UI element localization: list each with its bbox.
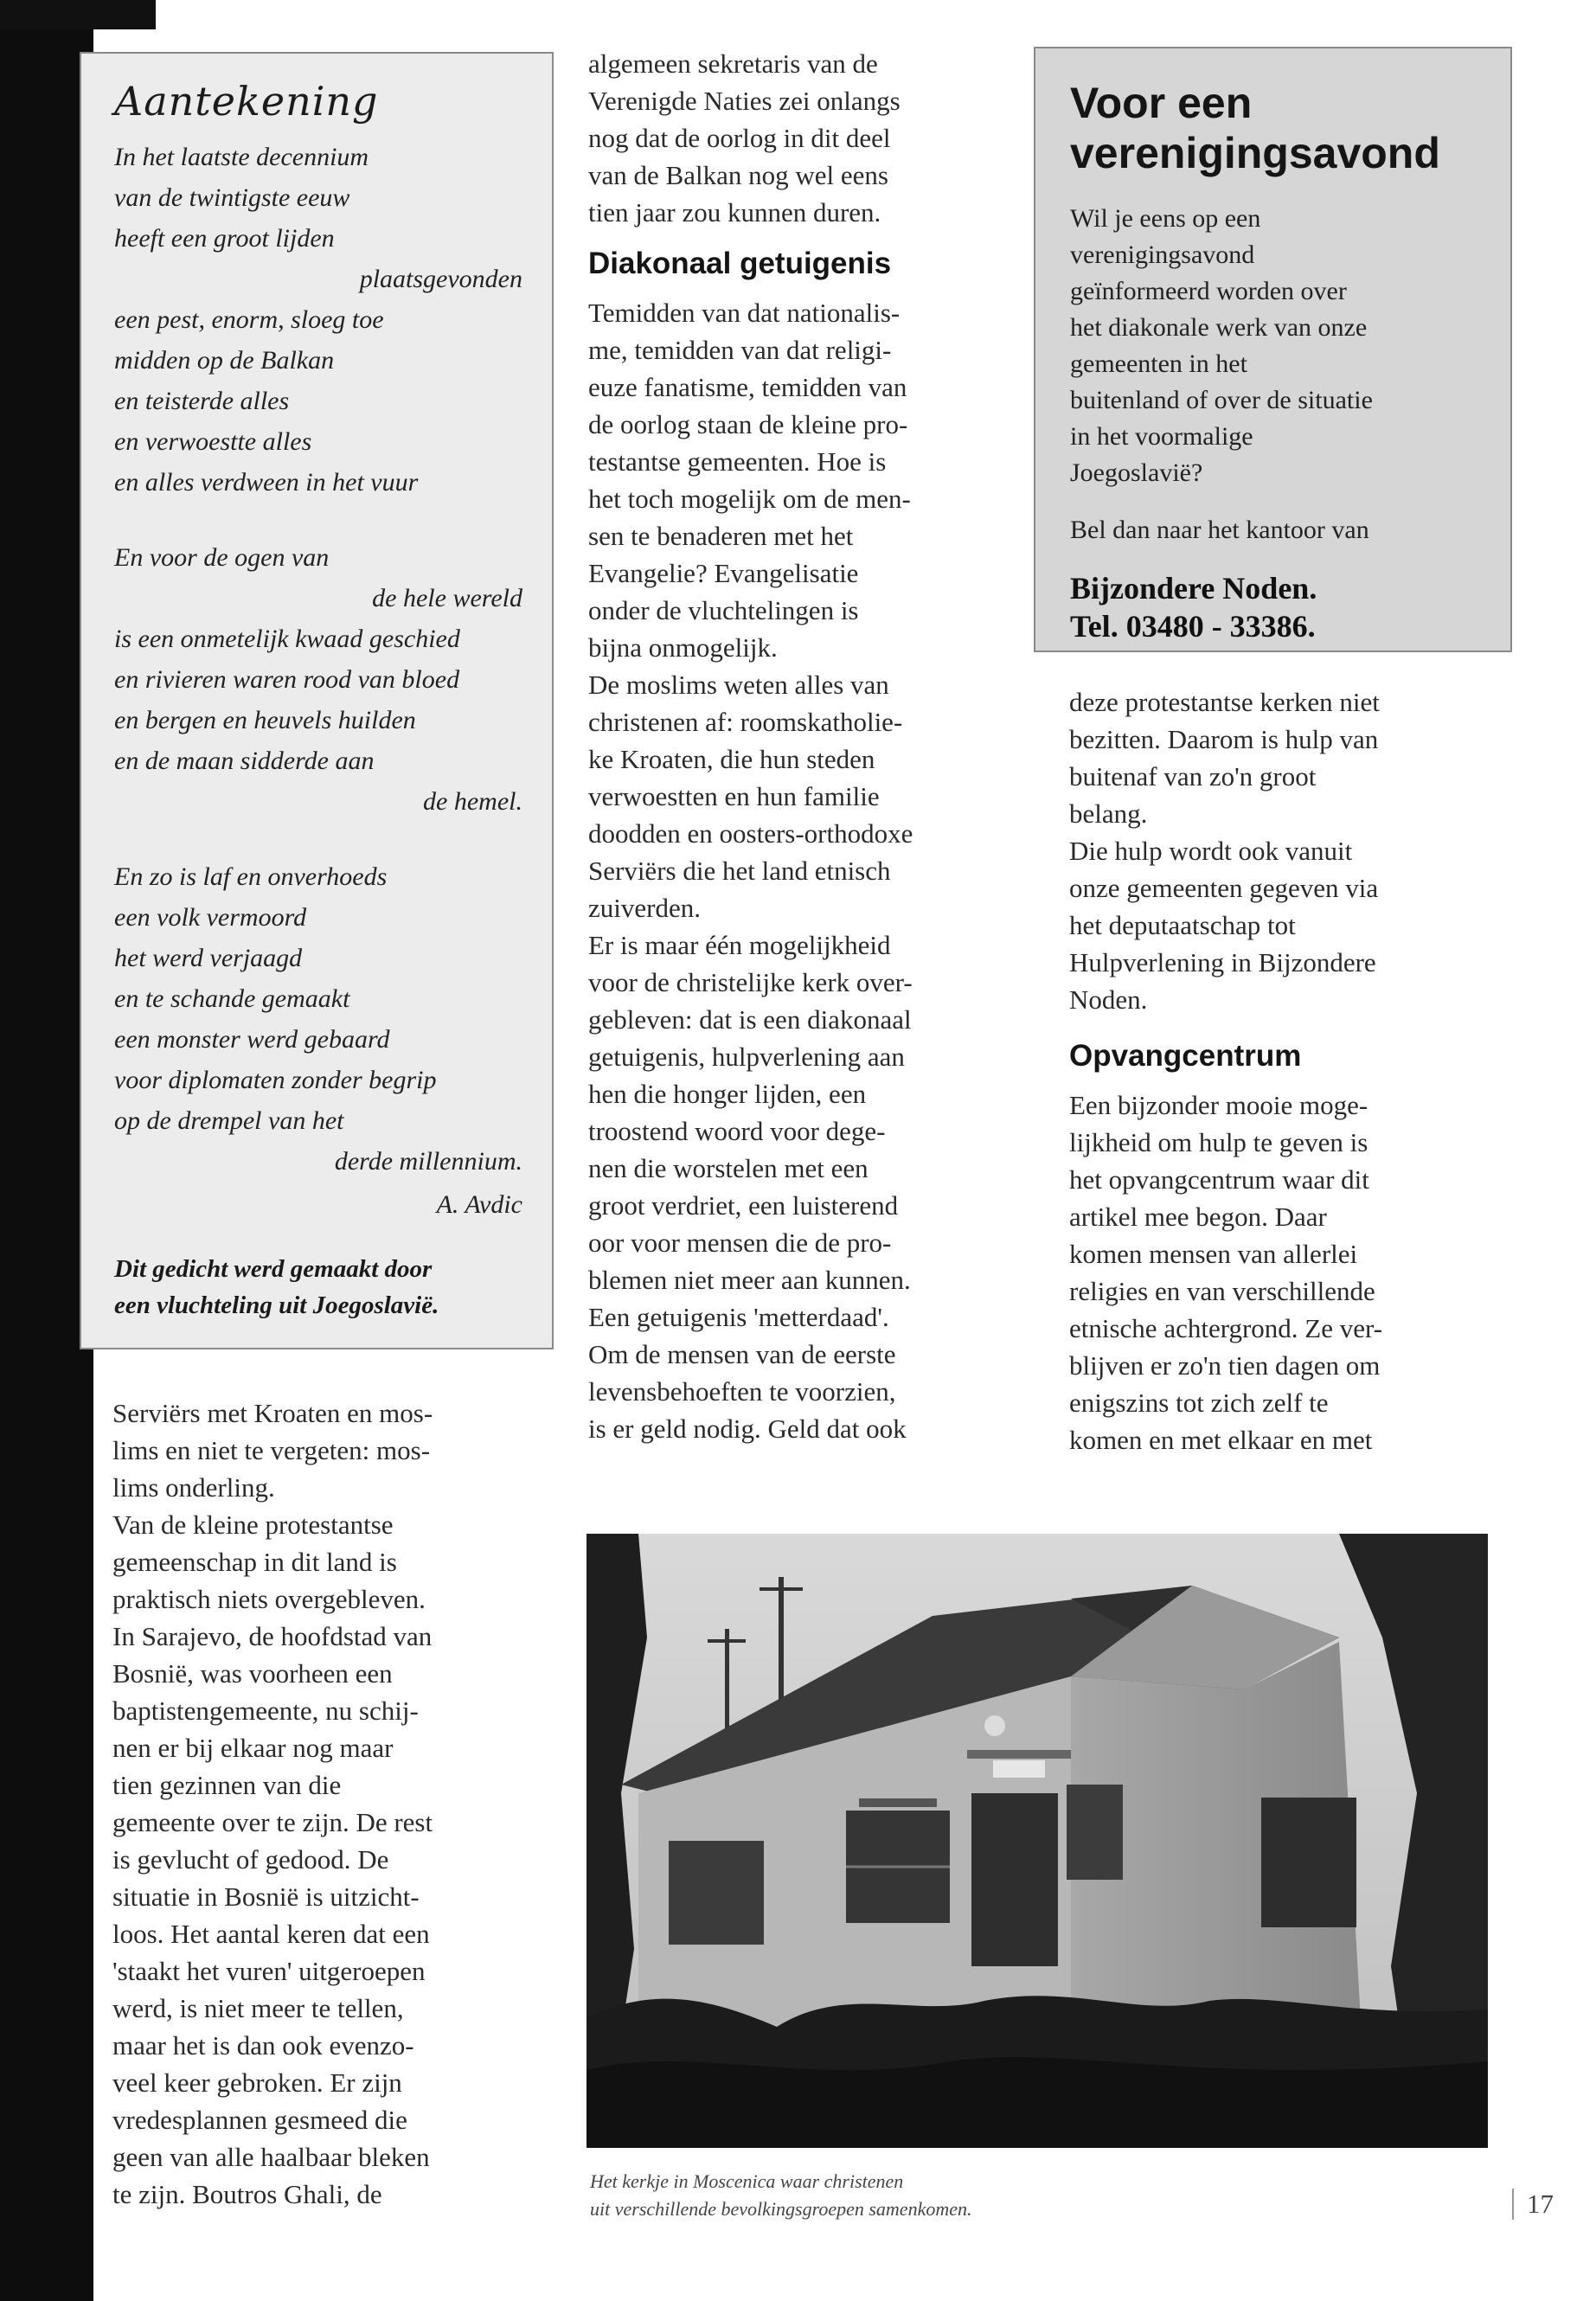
poem-title: Aantekening	[114, 78, 379, 125]
poem-note-line: Dit gedicht werd gemaakt door	[114, 1255, 433, 1283]
article-text-line: tien gezinnen van die	[112, 1770, 342, 1800]
article-text-line: komen en met elkaar en met	[1069, 1425, 1373, 1455]
info-text-line: Wil je eens op een	[1070, 204, 1261, 233]
poem-line: derde millennium.	[334, 1147, 522, 1176]
article-text-line: oor voor mensen die de pro-	[588, 1227, 892, 1258]
poem-line: heeft een groot lijden	[114, 224, 335, 253]
article-text-line: testantse gemeenten. Hoe is	[588, 446, 887, 477]
info-title	[1070, 78, 1479, 178]
subhead-opvangcentrum: Opvangcentrum	[1069, 1039, 1302, 1073]
article-text-line: van de Balkan nog wel eens	[588, 160, 888, 190]
article-text-line: het toch mogelijk om de men-	[588, 484, 911, 514]
photo-caption	[590, 2168, 972, 2223]
info-org: Bijzondere Noden.	[1070, 571, 1317, 606]
article-text-line: bezitten. Daarom is hulp van	[1069, 724, 1379, 754]
article-text-line: Een bijzonder mooie moge-	[1069, 1090, 1368, 1120]
info-text	[1070, 201, 1479, 491]
article-text-line: Temidden van dat nationalis-	[588, 298, 901, 328]
article-text-line: troostend woord voor dege-	[588, 1116, 886, 1146]
poem-line: is een onmetelijk kwaad geschied	[114, 625, 460, 653]
article-text-line: algemeen sekretaris van de	[588, 48, 878, 79]
poem-line: en de maan sidderde aan	[114, 747, 375, 775]
page-number: 17	[1527, 2189, 1554, 2219]
article-text-line: gebleven: dat is een diakonaal	[588, 1004, 912, 1035]
article-text-line: gemeenschap in dit land is	[112, 1547, 397, 1577]
poem-note-line: een vluchteling uit Joegoslavië.	[114, 1292, 439, 1319]
article-text-line: euze fanatisme, temidden van	[588, 372, 907, 402]
article-text-line: Hulpverlening in Bijzondere	[1069, 947, 1376, 977]
article-text-line: me, temidden van dat religi-	[588, 335, 892, 365]
article-text-line: hen die honger lijden, een	[588, 1079, 867, 1109]
poem-line: en rivieren waren rood van bloed	[114, 665, 460, 694]
article-column-3	[1069, 683, 1484, 1458]
article-text-line: verwoestten en hun familie	[588, 781, 880, 811]
article-text-line: situatie in Bosnië is uitzicht-	[112, 1881, 420, 1912]
church-photo-illustration	[586, 1534, 1488, 2148]
poem-line: voor diplomaten zonder begrip	[114, 1066, 437, 1094]
article-text-line: artikel mee begon. Daar	[1069, 1202, 1327, 1232]
info-text-line: buitenland of over de situatie	[1070, 386, 1373, 414]
poem-line: En zo is laf en onverhoeds	[114, 862, 388, 891]
poem-author: A. Avdic	[436, 1190, 522, 1219]
poem-stanza-2	[114, 537, 522, 822]
article-text-line: Bosnië, was voorheen een	[112, 1658, 393, 1689]
article-text-line: loos. Het aantal keren dat een	[112, 1919, 430, 1949]
poem-line: In het laatste decennium	[114, 143, 369, 171]
page-top-shadow	[0, 0, 156, 29]
article-text-line: levensbehoeften te voorzien,	[588, 1376, 896, 1407]
poem-line: een monster werd gebaard	[114, 1025, 390, 1054]
article-text-line: het opvangcentrum waar dit	[1069, 1164, 1369, 1195]
article-text-line: In Sarajevo, de hoofdstad van	[112, 1621, 433, 1651]
caption-line: Het kerkje in Moscenica waar christenen	[590, 2170, 904, 2192]
article-text-line: veel keer gebroken. Er zijn	[112, 2067, 402, 2098]
poem-line: midden op de Balkan	[114, 346, 335, 375]
article-text-line: Serviërs met Kroaten en mos-	[112, 1398, 433, 1428]
info-tel: Tel. 03480 - 33386.	[1070, 609, 1316, 644]
article-text-line: geen van alle haalbaar bleken	[112, 2142, 430, 2172]
poem-line: een pest, enorm, sloeg toe	[114, 305, 384, 334]
article-text-line: Om de mensen van de eerste	[588, 1339, 896, 1369]
info-title-line: Voor een	[1070, 79, 1253, 127]
poem-line: en bergen en heuvels huilden	[114, 706, 416, 734]
poem-line: plaatsgevonden	[359, 265, 522, 293]
caption-line: uit verschillende bevolkingsgroepen samenkomen.	[590, 2198, 972, 2220]
article-text-line: onze gemeenten gegeven via	[1069, 873, 1379, 903]
article-text-line: te zijn. Boutros Ghali, de	[112, 2179, 382, 2209]
article-text-line: Van de kleine protestantse	[112, 1509, 394, 1540]
article-text-line: vredesplannen gesmeed die	[112, 2105, 407, 2135]
article-text-line: getuigenis, hulpverlening aan	[588, 1042, 905, 1072]
poem-line: van de twintigste eeuw	[114, 183, 350, 212]
poem-line: op de drempel van het	[114, 1106, 344, 1135]
article-text-line: nen er bij elkaar nog maar	[112, 1733, 394, 1763]
article-text-line: blijven er zo'n tien dagen om	[1069, 1350, 1381, 1381]
article-text-line: het deputaatschap tot	[1069, 910, 1296, 940]
article-text-line: de oorlog staan de kleine pro-	[588, 409, 908, 439]
info-box	[1034, 47, 1512, 652]
article-text-line: nog dat de oorlog in dit deel	[588, 123, 891, 153]
poem-note	[114, 1251, 522, 1324]
poem-line: en verwoestte alles	[114, 427, 312, 456]
article-text-line: enigszins tot zich zelf te	[1069, 1388, 1329, 1418]
info-call: Bel dan naar het kantoor van	[1070, 516, 1369, 544]
article-text-line: belang.	[1069, 798, 1148, 829]
article-text-line: gemeente over te zijn. De rest	[112, 1807, 433, 1837]
article-text-line: lijkheid om hulp te geven is	[1069, 1127, 1368, 1157]
church-photo	[586, 1534, 1488, 2148]
poem-line: en teisterde alles	[114, 387, 290, 415]
poem-box	[80, 52, 554, 1349]
article-text-line: is gevlucht of gedood. De	[112, 1844, 389, 1875]
info-text-line: gemeenten in het	[1070, 349, 1247, 378]
article-text-line: Een getuigenis 'metterdaad'.	[588, 1302, 889, 1332]
article-text-line: buitenaf van zo'n groot	[1069, 761, 1317, 792]
poem-line: de hele wereld	[372, 584, 522, 612]
article-text-line: 'staakt het vuren' uitgeroepen	[112, 1956, 426, 1986]
article-text-line: voor de christelijke kerk over-	[588, 967, 913, 997]
poem-line: en alles verdween in het vuur	[114, 468, 419, 497]
article-text-line: Verenigde Naties zei onlangs	[588, 86, 901, 116]
article-text-line: zuiverden.	[588, 893, 701, 923]
poem-line: een volk vermoord	[114, 903, 307, 932]
poem-stanza-3	[114, 856, 522, 1182]
article-text-line: baptistengemeente, nu schij-	[112, 1695, 419, 1726]
article-text-line: religies en van verschillende	[1069, 1276, 1375, 1306]
article-text-line: Die hulp wordt ook vanuit	[1069, 836, 1353, 866]
info-text-line: het diakonale werk van onze	[1070, 313, 1368, 342]
article-column-2	[588, 45, 1003, 1447]
article-text-line: Er is maar één mogelijkheid	[588, 930, 891, 960]
poem-line: En voor de ogen van	[114, 543, 330, 572]
info-text-line: verenigingsavond	[1070, 240, 1255, 269]
subhead-diakonaal: Diakonaal getuigenis	[588, 247, 892, 280]
article-text-line: Evangelie? Evangelisatie	[588, 558, 859, 588]
article-text-line: ke Kroaten, die hun steden	[588, 744, 875, 774]
article-text-line: is er geld nodig. Geld dat ook	[588, 1413, 907, 1444]
info-text-line: Joegoslavië?	[1070, 458, 1203, 487]
article-text-line: lims onderling.	[112, 1472, 275, 1503]
article-text-line: bijna onmogelijk.	[588, 632, 778, 663]
poem-line: en te schande gemaakt	[114, 984, 350, 1013]
article-text-line: praktisch niets overgebleven.	[112, 1584, 426, 1614]
article-text-line: maar het is dan ook evenzo-	[112, 2030, 414, 2061]
article-text-line: tien jaar zou kunnen duren.	[588, 197, 881, 228]
poem-line: de hemel.	[423, 787, 522, 816]
article-text-line: lims en niet te vergeten: mos-	[112, 1435, 431, 1465]
article-text-line: blemen niet meer aan kunnen.	[588, 1265, 911, 1295]
poem-stanza-1	[114, 137, 522, 503]
article-text-line: doodden en oosters-orthodoxe	[588, 818, 913, 849]
article-text-line: etnische achtergrond. Ze ver-	[1069, 1313, 1383, 1343]
info-text-line: in het voormalige	[1070, 422, 1253, 451]
poem-line: het werd verjaagd	[114, 944, 303, 972]
article-text-line: nen die worstelen met een	[588, 1153, 869, 1183]
article-text-line: sen te benaderen met het	[588, 521, 854, 551]
article-text-line: Noden.	[1069, 984, 1148, 1015]
page-number-rule	[1512, 2189, 1514, 2220]
article-column-1	[112, 1394, 545, 2213]
article-text-line: Serviërs die het land etnisch	[588, 856, 891, 886]
info-title-line: verenigingsavond	[1070, 129, 1440, 177]
article-text-line: groot verdriet, een luisterend	[588, 1190, 899, 1221]
article-text-line: christenen af: roomskatholie-	[588, 707, 903, 737]
info-text-line: geïnformeerd worden over	[1070, 277, 1347, 305]
article-text-line: De moslims weten alles van	[588, 670, 889, 700]
article-text-line: deze protestantse kerken niet	[1069, 687, 1380, 717]
article-text-line: werd, is niet meer te tellen,	[112, 1993, 404, 2023]
article-text-line: komen mensen van allerlei	[1069, 1239, 1358, 1269]
article-text-line: onder de vluchtelingen is	[588, 595, 859, 625]
